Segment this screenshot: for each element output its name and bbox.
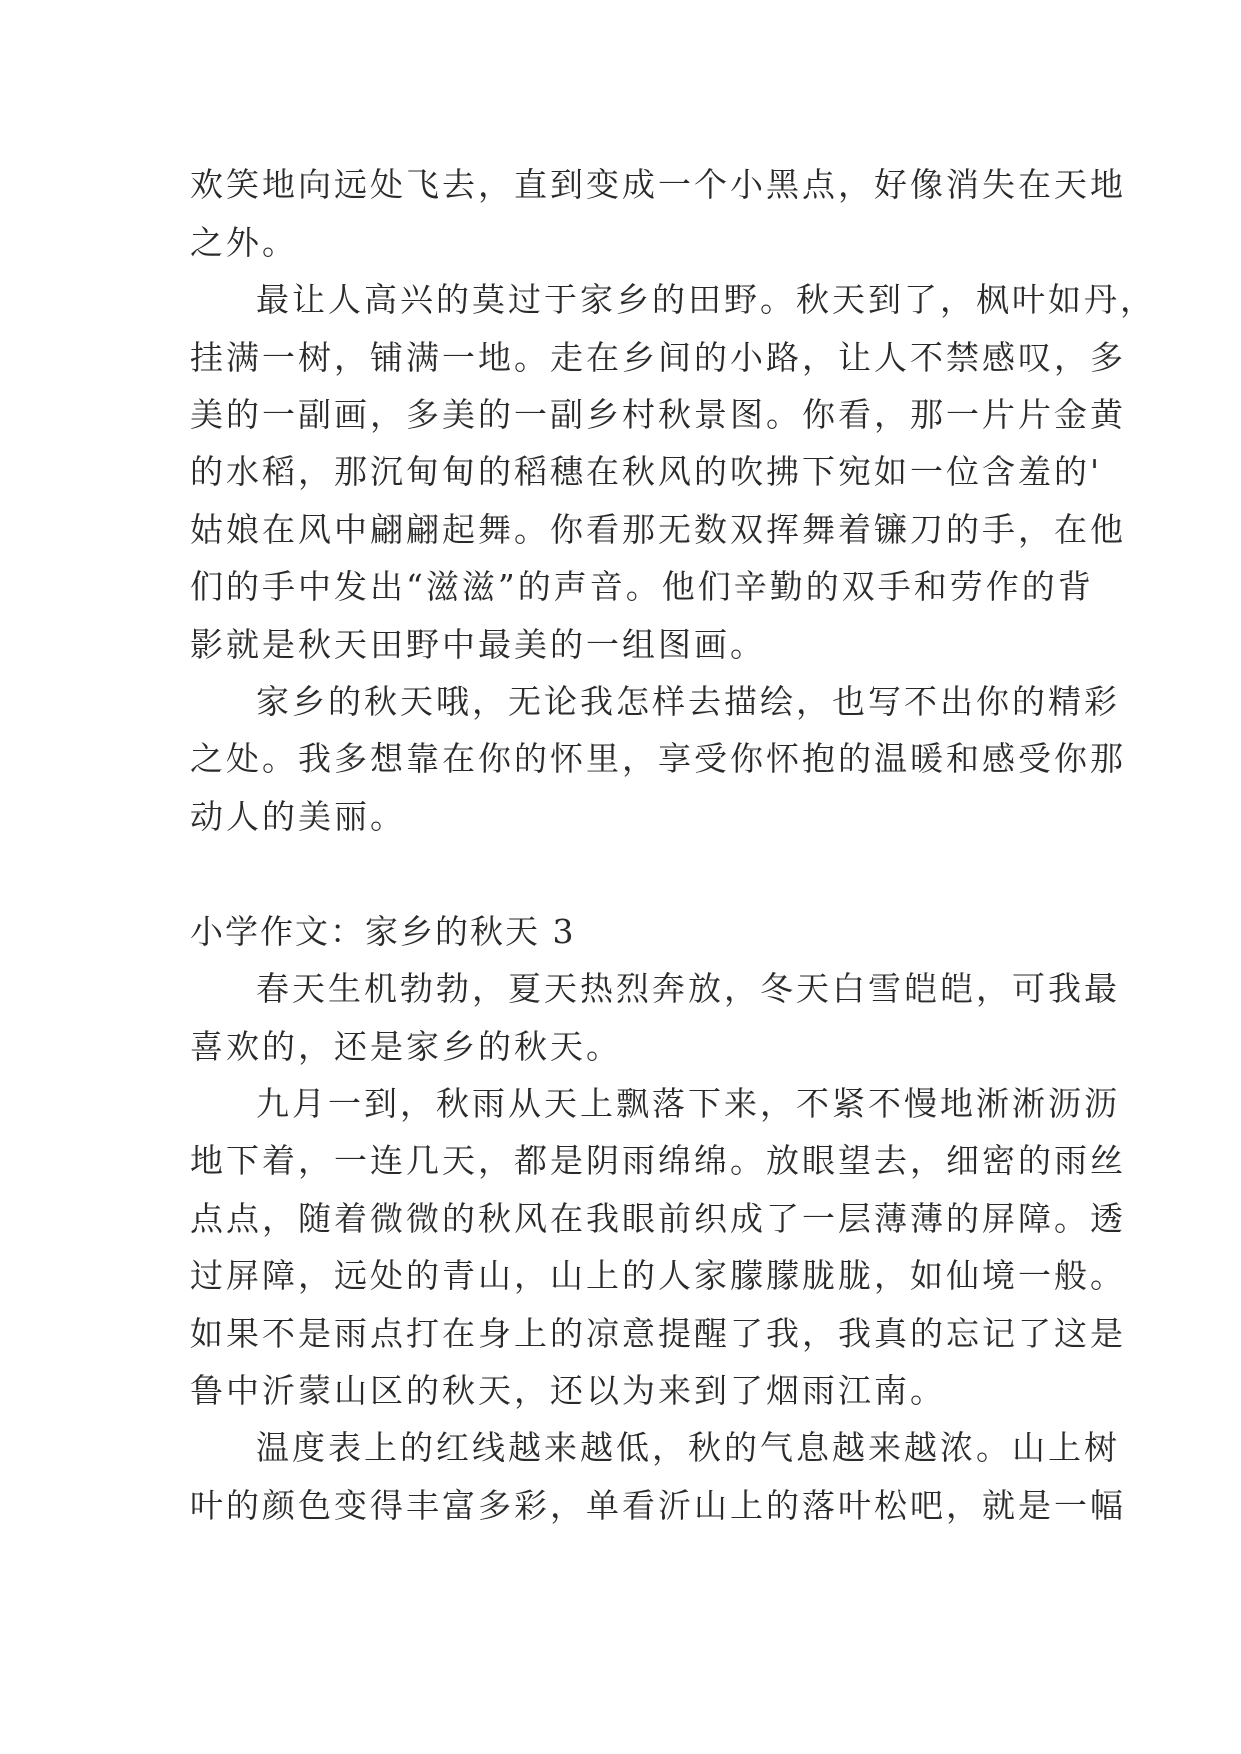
text-line: 过屏障，远处的青山，山上的人家朦朦胧胧，如仙境一般。 — [190, 1256, 1126, 1295]
text-line: 鲁中沂蒙山区的秋天，还以为来到了烟雨江南。 — [190, 1371, 946, 1410]
text-line: 喜欢的，还是家乡的秋天。 — [190, 1027, 622, 1066]
text-line: 动人的美丽。 — [190, 797, 406, 836]
text-line: 之处。我多想靠在你的怀里，享受你怀抱的温暖和感受你那 — [190, 739, 1126, 778]
text-line: 点点，随着微微的秋风在我眼前织成了一层薄薄的屏障。透 — [190, 1199, 1126, 1238]
text-line: 如果不是雨点打在身上的凉意提醒了我，我真的忘记了这是 — [190, 1314, 1126, 1353]
text-line: 姑娘在风中翩翩起舞。你看那无数双挥舞着镰刀的手，在他 — [190, 510, 1126, 549]
text-line: 欢笑地向远处飞去，直到变成一个小黑点，好像消失在天地 — [190, 165, 1126, 204]
text-line: 家乡的秋天哦，无论我怎样去描绘，也写不出你的精彩 — [256, 682, 1120, 721]
text-line: 的水稻，那沉甸甸的稻穗在秋风的吹拂下宛如一位含羞的' — [190, 452, 1103, 491]
text-line: 春天生机勃勃，夏天热烈奔放，冬天白雪皑皑，可我最 — [256, 969, 1120, 1008]
text-line: 们的手中发出“滋滋”的声音。他们辛勤的双手和劳作的背 — [190, 567, 1094, 606]
text-line: 温度表上的红线越来越低，秋的气息越来越浓。山上树 — [256, 1428, 1120, 1467]
text-line: 挂满一树，铺满一地。走在乡间的小路，让人不禁感叹，多 — [190, 338, 1126, 377]
text-line: 最让人高兴的莫过于家乡的田野。秋天到了，枫叶如丹， — [256, 280, 1156, 319]
text-line: 之外。 — [190, 223, 298, 262]
section-heading: 小学作文：家乡的秋天 3 — [190, 912, 576, 951]
text-line: 叶的颜色变得丰富多彩，单看沂山上的落叶松吧，就是一幅 — [190, 1486, 1126, 1525]
text-line: 地下着，一连几天，都是阴雨绵绵。放眼望去，细密的雨丝 — [190, 1141, 1126, 1180]
text-line: 影就是秋天田野中最美的一组图画。 — [190, 625, 766, 664]
text-line: 九月一到，秋雨从天上飘落下来，不紧不慢地淅淅沥沥 — [256, 1084, 1120, 1123]
text-line: 美的一副画，多美的一副乡村秋景图。你看，那一片片金黄 — [190, 395, 1126, 434]
